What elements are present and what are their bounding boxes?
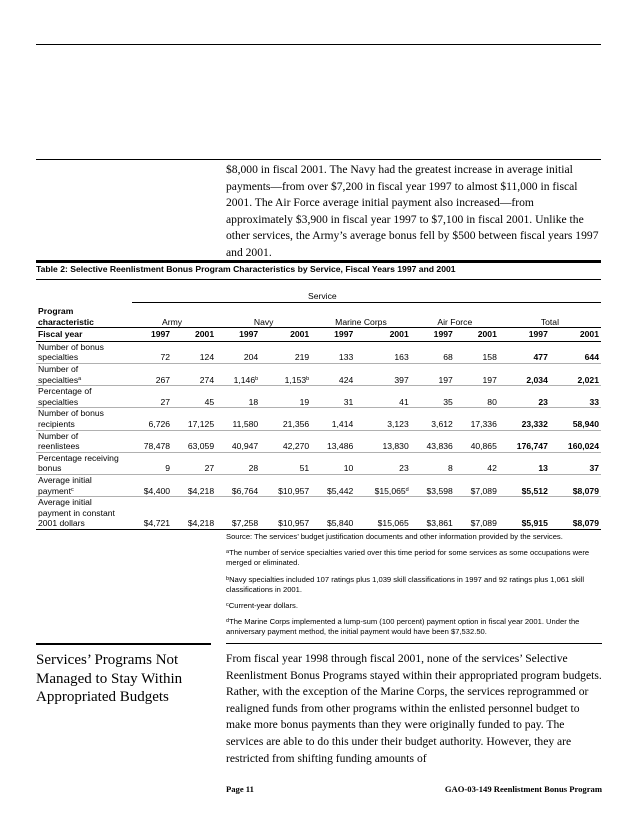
cell-value: 23,332 [521, 418, 548, 429]
cell-value: 1,153 [284, 374, 307, 385]
table-cell [411, 386, 455, 408]
cell-value: 58,940 [572, 418, 599, 429]
table-cell [550, 452, 601, 474]
cell-value: 644 [584, 352, 599, 363]
cell-value: 1,146 [233, 374, 256, 385]
table-cell [172, 341, 216, 363]
table-cell [499, 474, 550, 496]
table-row [36, 474, 601, 496]
cell-value: 3,123 [387, 418, 409, 429]
cell-value: 2,021 [577, 374, 599, 385]
cell-value: 13 [538, 463, 548, 474]
cell-value: $5,512 [521, 485, 548, 496]
year-cell: 1997 [216, 328, 260, 342]
footnote-d [226, 617, 602, 637]
source-note: Source: The services’ budget justification documents and other information provided by the services. [226, 532, 563, 541]
table-cell [311, 363, 355, 385]
service-header: Service [308, 291, 337, 301]
cell-value: 19 [299, 396, 310, 407]
row-label-line: Number of [38, 363, 79, 374]
footnote-b-mark: b [226, 575, 230, 582]
program-characteristic-header [36, 304, 128, 328]
table-cell [411, 408, 455, 430]
cell-value: 27 [160, 396, 171, 407]
cell-value: $4,400 [143, 485, 171, 496]
cell-value: $3,598 [426, 485, 453, 496]
table-cell [355, 386, 410, 408]
year-cell: 2001 [172, 328, 216, 342]
table-cell [550, 341, 601, 363]
table-cell [499, 408, 550, 430]
row-label-line: Number of [38, 430, 79, 441]
table-cell [455, 430, 499, 452]
cell-value: 197 [438, 374, 453, 385]
cell-value: 31 [343, 396, 354, 407]
table-cell [260, 386, 311, 408]
table-title-rule [36, 279, 601, 280]
table-cell [355, 430, 410, 452]
footnote-d-text: The Marine Corps implemented a lump-sum (100 percent) payment option in fiscal year 2001. Under the anniversary payment method, the initial payment would have been $7,532.50. [226, 617, 580, 637]
table-cell [311, 452, 355, 474]
row-label-line: 2001 dollars [38, 518, 85, 529]
table-cell [499, 452, 550, 474]
program-header-text: Program characteristic [38, 306, 94, 327]
table-row [36, 363, 601, 385]
cell-value: 68 [443, 352, 453, 363]
row-label [36, 408, 128, 430]
table-cell [216, 386, 260, 408]
cell-value: 219 [294, 352, 310, 363]
table-cell [216, 452, 260, 474]
table-cell [455, 408, 499, 430]
year-cell: 2001 [550, 328, 601, 342]
section-heading-rule-right [226, 643, 602, 644]
cell-value: 477 [533, 352, 548, 363]
table-cell [411, 363, 455, 385]
cell-value: $5,915 [521, 518, 548, 529]
section-heading-rule-left [36, 643, 211, 645]
cell-value: 80 [487, 396, 497, 407]
year-cell: 1997 [311, 328, 355, 342]
cell-value: 158 [482, 352, 497, 363]
footnote-b-text: Navy specialties included 107 ratings plus 1,039 skill classifications in 1997 and 92 ratings plus 1,061 skill classifications in 2001. [226, 574, 585, 594]
cell-value: 274 [199, 374, 215, 385]
army-header: Army [162, 316, 183, 327]
cell-value: $5,840 [326, 518, 354, 529]
row-label-line: specialties [38, 352, 79, 363]
year-cell: 2001 [260, 328, 311, 342]
table-cell [128, 408, 172, 430]
cell-value: 204 [243, 352, 259, 363]
footnote-mark: d [405, 486, 409, 493]
table-row [36, 408, 601, 430]
table-cell [499, 386, 550, 408]
table-cell [128, 386, 172, 408]
table-cell [128, 497, 172, 530]
footnote-c [226, 601, 602, 611]
table-cell [550, 430, 601, 452]
cell-value: 45 [204, 396, 215, 407]
cell-value: 27 [204, 463, 215, 474]
table-cell [216, 497, 260, 530]
table-row [36, 386, 601, 408]
marine-corps-header: Marine Corps [335, 316, 387, 327]
row-label [36, 452, 128, 474]
cell-value: $8,079 [572, 518, 599, 529]
table-row [36, 452, 601, 474]
cell-value: 160,024 [567, 441, 599, 452]
cell-value: $7,089 [470, 518, 497, 529]
row-label-line: Average initial [38, 497, 92, 508]
table-cell [550, 497, 601, 530]
cell-value: 40,947 [231, 441, 259, 452]
footnote-mark: a [78, 375, 82, 382]
table-cell [172, 386, 216, 408]
table-cell [550, 386, 601, 408]
table-cell [260, 341, 311, 363]
table-cell [455, 452, 499, 474]
service-row [36, 304, 601, 328]
table-cell [260, 474, 311, 496]
cell-value: $7,258 [231, 518, 259, 529]
cell-value: 51 [299, 463, 310, 474]
footnote-c-text: Current-year dollars. [228, 601, 298, 611]
cell-value: 8 [448, 463, 453, 474]
table-cell [411, 452, 455, 474]
cell-value: 124 [199, 352, 215, 363]
cell-value: $6,764 [231, 485, 259, 496]
table-cell [260, 363, 311, 385]
table-cell [172, 363, 216, 385]
table-cell [260, 408, 311, 430]
cell-value: 13,486 [326, 441, 354, 452]
table-cell [355, 408, 410, 430]
cell-value: 42,270 [282, 441, 310, 452]
table-cell [216, 430, 260, 452]
cell-value: $3,861 [426, 518, 453, 529]
row-label [36, 386, 128, 408]
section-body: From fiscal year 1998 through fiscal 2001, none of the services’ Selective Reenlistment Bonus Programs stayed within their appropriated program budgets. Rather, with the exception of the Marine Corps, the services reprogrammed or realigned funds from other programs within the enlisted personnel budget to make more bonus payments than they were originally funded to pay. The services are able to do this under their budget authority. However, they are restricted from shifting funding amounts of [226, 652, 602, 765]
cell-value: 33 [589, 396, 599, 407]
cell-value: $4,218 [187, 485, 215, 496]
row-label-line: specialties$^a$ [38, 374, 82, 385]
table-cell [172, 474, 216, 496]
row-label [36, 430, 128, 452]
row-label-line: Number of bonus [38, 408, 104, 419]
cell-value: 3,612 [431, 418, 453, 429]
cell-value: 21,356 [282, 418, 310, 429]
cell-value: 42 [487, 463, 497, 474]
table-cell [355, 341, 410, 363]
table-cell [499, 497, 550, 530]
table-cell [311, 408, 355, 430]
footnote-a-mark: a [226, 549, 230, 556]
fiscal-year-row [36, 328, 601, 342]
year-cell: 1997 [499, 328, 550, 342]
cell-value: 35 [443, 396, 453, 407]
cell-value: 63,059 [187, 441, 215, 452]
cell-value: 17,125 [187, 418, 215, 429]
row-label-line: Number of bonus [38, 341, 104, 352]
total-header: Total [540, 316, 559, 327]
table-cell [355, 497, 410, 530]
cell-value: 41 [399, 396, 409, 407]
row-label [36, 497, 128, 530]
cell-value: 13,830 [382, 441, 409, 452]
table-cell [216, 363, 260, 385]
row-label-line: payment$^c$ [38, 485, 74, 496]
cell-value: 37 [589, 463, 599, 474]
footnote-d-mark: d [226, 618, 230, 625]
table-cell [455, 341, 499, 363]
row-label [36, 341, 128, 363]
cell-value: 197 [482, 374, 497, 385]
table-cell [260, 430, 311, 452]
row-label-line: payment in constant [38, 507, 115, 518]
footnote-mark: c [70, 486, 74, 493]
report-id: GAO-03-149 Reenlistment Bonus Program [444, 784, 602, 794]
table-row [36, 341, 601, 363]
table-cell [455, 386, 499, 408]
intro-paragraph: $8,000 in fiscal 2001. The Navy had the greatest increase in average initial payments—from over $7,200 in fiscal year 1997 to almost $11,000 in fiscal 2001. The Air Force average initial payment also increased—from approximately $3,900 in fiscal year 1997 to $7,100 in fiscal 2001. Unlike the other services, the Army’s average bonus fell by $500 between fiscal years 1997 and 2001. [226, 163, 599, 259]
table-cell [216, 474, 260, 496]
cell-value: $4,721 [143, 518, 171, 529]
row-label-line: Percentage receiving [38, 452, 119, 463]
table-cell [128, 474, 172, 496]
cell-value: 72 [160, 352, 171, 363]
table-row [36, 497, 601, 530]
table-cell [172, 430, 216, 452]
table-cell [411, 474, 455, 496]
year-cell: 2001 [455, 328, 499, 342]
table-cell [455, 497, 499, 530]
footnote-a-text: The number of service specialties varied over this time period for some services as some occupations were merged or eliminated. [226, 548, 590, 568]
row-label-line: Percentage of [38, 386, 92, 397]
page-number: Page 11 [226, 784, 254, 794]
table-cell [311, 497, 355, 530]
table-top-rule [36, 260, 601, 263]
table-cell [411, 341, 455, 363]
table-cell [499, 430, 550, 452]
cell-value: $4,218 [187, 518, 215, 529]
cell-value: 9 [165, 463, 171, 474]
cell-value: $15,065 [377, 518, 409, 529]
table-cell [216, 408, 260, 430]
bonus-table [36, 304, 601, 530]
cell-value: $10,957 [278, 518, 310, 529]
table-cell [128, 341, 172, 363]
year-cell: 1997 [411, 328, 455, 342]
table-cell [128, 452, 172, 474]
footnote-c-mark: c [226, 602, 229, 609]
table-cell [311, 430, 355, 452]
service-header-rule [132, 302, 601, 303]
air-force-header: Air Force [437, 316, 473, 327]
table-cell [355, 474, 410, 496]
cell-value: 17,336 [470, 418, 497, 429]
fiscal-year-label: Fiscal year [36, 328, 128, 342]
cell-value: $7,089 [470, 485, 497, 496]
table-cell [355, 452, 410, 474]
table-cell [411, 430, 455, 452]
table-cell [260, 497, 311, 530]
cell-value: 78,478 [143, 441, 171, 452]
year-cell: 1997 [128, 328, 172, 342]
cell-value: 163 [394, 352, 409, 363]
cell-value: $5,442 [326, 485, 354, 496]
table-cell [311, 474, 355, 496]
footnote-mark: b [306, 375, 310, 382]
table-cell [311, 386, 355, 408]
table-cell [499, 363, 550, 385]
cell-value: 11,580 [232, 418, 259, 429]
table-cell [550, 474, 601, 496]
table-cell [172, 408, 216, 430]
row-label [36, 474, 128, 496]
cell-value: 10 [343, 463, 354, 474]
footnote-a [226, 548, 602, 568]
cell-value: 23 [538, 396, 548, 407]
cell-value: 267 [155, 374, 171, 385]
section-heading: Services’ Programs Not Managed to Stay Within Appropriated Budgets [36, 652, 183, 705]
row-label-line: Average initial [38, 474, 92, 485]
table-cell [455, 474, 499, 496]
table-cell [311, 341, 355, 363]
table-row [36, 430, 601, 452]
footnote-mark: b [255, 375, 259, 382]
table-cell [355, 363, 410, 385]
cell-value: 28 [248, 463, 259, 474]
cell-value: $8,079 [572, 485, 599, 496]
cell-value: $15,065 [374, 485, 406, 496]
year-cell: 2001 [355, 328, 410, 342]
table-cell [499, 341, 550, 363]
table-cell [411, 497, 455, 530]
table-cell [550, 363, 601, 385]
cell-value: 18 [248, 396, 259, 407]
table-cell [172, 497, 216, 530]
cell-value: 6,726 [148, 418, 171, 429]
cell-value: 43,836 [426, 441, 453, 452]
cell-value: 133 [338, 352, 354, 363]
footnote-b [226, 575, 602, 595]
row-label-line: bonus [38, 463, 62, 474]
cell-value: 176,747 [516, 441, 548, 452]
table-cell [550, 408, 601, 430]
cell-value: 40,865 [470, 441, 497, 452]
table-cell [128, 430, 172, 452]
cell-value: 2,034 [526, 374, 548, 385]
top-rule [36, 44, 601, 45]
row-label-line: specialties [38, 396, 79, 407]
cell-value: 397 [394, 374, 409, 385]
table-cell [455, 363, 499, 385]
table-cell [216, 341, 260, 363]
row-label-line: reenlistees [38, 441, 80, 452]
row-label [36, 363, 128, 385]
row-label-line: recipients [38, 418, 75, 429]
section-rule [36, 159, 601, 160]
table-cell [128, 363, 172, 385]
table-cell [172, 452, 216, 474]
navy-header: Navy [253, 316, 274, 327]
cell-value: 424 [338, 374, 354, 385]
cell-value: 1,414 [331, 418, 354, 429]
table-title: Table 2: Selective Reenlistment Bonus Program Characteristics by Service, Fiscal Years 1997 and 2001 [36, 264, 456, 274]
table-notes [226, 532, 602, 644]
cell-value: 23 [399, 463, 409, 474]
table-cell [260, 452, 311, 474]
cell-value: $10,957 [278, 485, 310, 496]
